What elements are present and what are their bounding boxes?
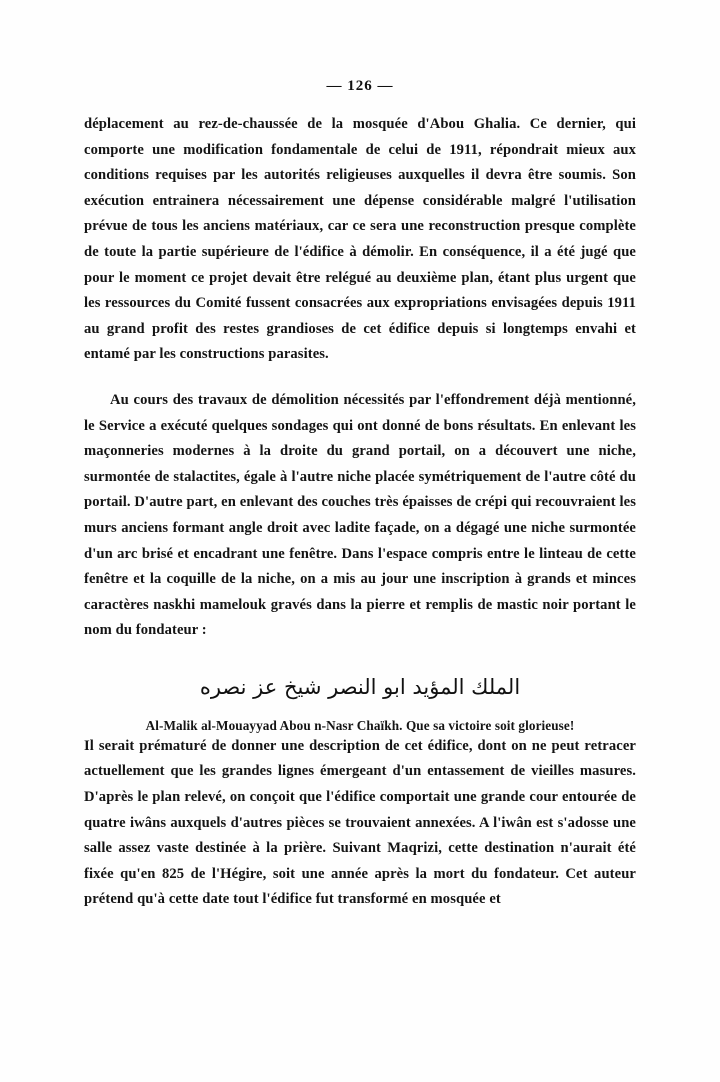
page-number: — 126 — [326, 78, 394, 94]
arabic-inscription: الملك المؤيد ابو النصر شيخ عز نصره [199, 674, 521, 699]
inscription-transliteration: Al-Malik al-Mouayyad Abou n-Nasr Chaïkh. Que sa victoire soit glorieuse! [145, 717, 575, 733]
paragraph-3: Il serait prématuré de donner une description de cet édifice, dont on ne peut retracer actuellement que les grandes lignes émergeant d'un entassement de vieilles masures. D'après le plan relevé, on conçoit que l'édifice comportait une grande cour entourée de quatre iwâns auxquels d'autres pièces se trouvaient annexées. A l'iwân est s'adosse une salle assez vaste destinée à la prière. Suivant Maqrizi, cette destination n'aurait été fixée qu'en 825 de l'Hégire, soit une année après la mort du fondateur. Cet auteur prétend qu'à cette date tout l'édifice fut transformé en mosquée et [84, 737, 636, 908]
paragraph-1: déplacement au rez-de-chaussée de la mosquée d'Abou Ghalia. Ce dernier, qui comporte une modification fondamentale de celui de 1911, répondrait mieux aux conditions requises par les autorités religieuses auxquelles il devra être soumis. Son exécution entrainera nécessairement une dépense considérable malgré l'utilisation prévue de tous les anciens matériaux, car ce sera une reconstruction presque complète de toute la partie supérieure de l'édifice à démolir. En conséquence, il a été jugé que pour le moment ce projet devait être relégué au deuxième plan, étant plus urgent que les ressources du Comité fussent consacrées aux expropriations envisagées depuis 1911 au grand profit des restes grandioses de cet édifice depuis si longtemps envahi et entamé par les constructions parasites. [84, 116, 636, 363]
page-body [84, 112, 636, 913]
paragraph-2: Au cours des travaux de démolition nécessités par l'effondrement déjà mentionné, le Service a exécuté quelques sondages qui ont donné de bons résultats. En enlevant les maçonneries modernes à la droite du grand portail, on a découvert une niche, surmontée de stalactites, égale à l'autre niche placée symétriquement de l'autre côté du portail. D'autre part, en enlevant des couches très épaisses de crépi qui recouvraient les murs anciens formant angle droit avec ladite façade, on a dégagé une niche surmontée d'un arc brisé et encadrant une fenêtre. Dans l'espace compris entre le linteau de cette fenêtre et la coquille de la niche, on a mis au jour une inscription à grands et minces caractères naskhi mamelouk gravés dans la pierre et remplis de mastic noir portant le nom du fondateur : [84, 391, 636, 639]
